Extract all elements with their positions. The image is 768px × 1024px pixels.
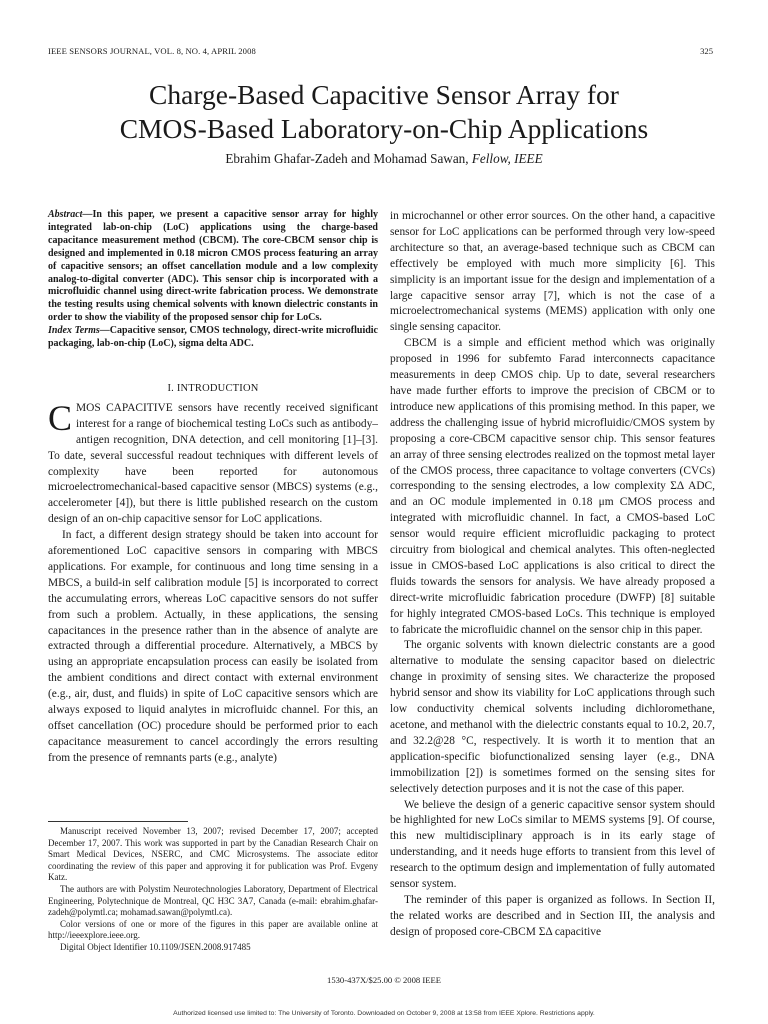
author-names: Ebrahim Ghafar-Zadeh and Mohamad Sawan, <box>225 151 472 166</box>
intro-paragraph-1: CMOS CAPACITIVE sensors have recently received significant interest for a range of biochemical testing LoCs such as antibody–antigen recognition, DNA detection, and cell monitoring [1]–[3]. To date, several successful readout techniques with different levels of complexity have been reported for autonomous microelectromechanical-based capacitive sensor (MBCS) systems (e.g., accelerometer [4]), but there is little published research on the custom design of an on-chip capacitive sensor for LoC applications. <box>48 397 378 526</box>
copyright-line: 1530-437X/$25.00 © 2008 IEEE <box>327 975 441 985</box>
page-number: 325 <box>700 46 713 56</box>
index-terms-text: Capacitive sensor, CMOS technology, direct-write microfluidic packaging, lab-on-chip (LoC), sigma delta ADC. <box>48 325 378 350</box>
abstract <box>48 209 378 325</box>
authors <box>40 151 728 167</box>
section-heading-introduction: I. INTRODUCTION <box>167 382 259 394</box>
author-fellow: Fellow, IEEE <box>471 151 543 166</box>
title-line-1: Charge-Based Capacitive Sensor Array for <box>149 79 619 110</box>
abstract-text: In this paper, we present a capacitive sensor array for highly integrated lab-on-chip (LoC) applications using the charge-based capacitance measurement method (CBCM). The core-CBCM sensor chip is designed and implemented in 0.18 micron CMOS process featuring an array of capacitive sensors; an offset cancellation module and a low complexity analog-to-digital converter (ADC). This sensor chip is incorporated with a microfluidic channel using direct-write fabrication process. We demonstrate the testing results using chemical solvents with known dielectric constants in order to show the viability of the proposed sensor chip for LoCs. <box>48 209 378 324</box>
right-paragraph-2: CBCM is a simple and efficient method which was originally proposed in 1996 for subfemto Farad interconnects capacitance measurements in deep CMOS chip. Up to date, several researchers have made further efforts to improve the precision of CBCM or to introduce new applications of this promising method. In this paper, we address the challenging issue of hybrid microfluidic/CMOS system by proposing a core-CBCM capacitive sensor chip. This sensor features an array of three sensing electrodes realized on the topmost metal layer of the CMOS process, three capacitance to voltage converters (CVCs) corresponding to the sensing electrodes, a low complexity ΣΔ ADC, and an OC module implemented in 0.18 μm CMOS process and integrated with microfluidic channel. In fact, a CMOS-based LoC sensor would require efficient microfluidic packaging to protect circuitry from biological and chemical analytes. This often-neglected issue in CMOS-based LoC applications is also critical to direct the fluids towards the sensors for analysis. We have already proposed a direct-write microfluidic fabrication procedure (DWFP) [8] suitable for highly integrated CMOS-based LoCs. This technique is employed to fabricate the microfluidic channel on the sensor chip in this paper. <box>390 337 715 636</box>
right-paragraph-4: We believe the design of a generic capacitive sensor system should be highlighted for new LoCs similar to MEMS systems [9]. Of course, this new multidisciplinary approach is in its early stage of understanding, and it needs huge efforts to transient from this level of research to the optimum design and implementation of fully automated sensor system. <box>390 798 715 891</box>
index-terms <box>48 325 378 351</box>
authorized-use-line: Authorized licensed use limited to: The University of Toronto. Downloaded on October 9, 2008 at 13:58 from IEEE Xplore. Restrictions apply. <box>173 1010 595 1017</box>
journal-header: IEEE SENSORS JOURNAL, VOL. 8, NO. 4, APRIL 2008 <box>48 46 256 56</box>
footnote-manuscript: Manuscript received November 13, 2007; revised December 17, 2007; accepted December 17, 2007. This work was supported in part by the Canadian Research Chair on Smart Medical Devices, NSERC, and CMC Microsystems. The associate editor coordinating the review of this paper and approving it for publication was Prof. Evgeny Katz. <box>48 826 378 883</box>
paper-title <box>40 78 728 146</box>
abstract-label: Abstract— <box>48 209 93 220</box>
right-paragraph-5: The reminder of this paper is organized as follows. In Section II, the related works are described and in Section III, the analysis and design of proposed core-CBCM ΣΔ capacitive <box>390 893 715 938</box>
left-column <box>48 209 378 767</box>
footnotes <box>48 826 378 954</box>
right-paragraph-1: in microchannel or other error sources. On the other hand, a capacitive sensor for LoC applications can be performed through very low-speed architecture so that, an average-based technique such as CBCM can effectively be employed with much more simplicity [6]. This simplicity is an important issue for the design and implementation of a large capacitive sensor array [7], which is not the case of a microelectromechanical systems (MEMS) application with only one single sensing capacitor. <box>390 210 715 334</box>
intro-paragraph-2: In fact, a different design strategy should be taken into account for aforementioned LoC capacitive sensors in comparing with MBCS applications. For example, for continuous and long time sensing in a MBCS, a build-in self calibration module [5] is incorporated to correct the accumulating errors, whereas LoC capacitive sensors do not suffer from such a problem. Actually, in these applications, the sensing capacitances in the presence rather than in the absence of analyte are extracted through a differential procedure. Alternatively, a MBCS by using an appropriate encapsulation process can easily be isolated from the ambient conditions and direct contact with external environment (e.g., air, dust, and fluids) in spite of LoC capacitive sensors which are always exposed to liquid analytes in microfluidc channel. For this, an offset cancellation (OC) procedure should be performed prior to each capacitance measurement to cancel accordingly the errors resulting from the presence of remnants parts (e.g., analyte) <box>48 529 378 764</box>
right-column <box>390 209 715 941</box>
right-paragraph-3: The organic solvents with known dielectric constants are a good alternative to modulate the sensing capacitor based on dielectric change in proximity of sensing sites. We characterize the proposed hybrid sensor and show its viability for LoC applications through such low conductivity chemical solvents including dichloromethane, acetone, and methanol with the dielectric constants equal to 10.2, 20.7, and 32.2@28 °C, respectively. It is worth it to mention that an application-specific biofunctionalized sensing layer (e.g., DNA immobilization [2]) is sometimes formed on the sensing sites for selectively detection purposes and it is not the case of this paper. <box>390 639 715 795</box>
title-line-2: CMOS-Based Laboratory-on-Chip Applications <box>119 113 649 144</box>
footnote-rule <box>48 821 188 822</box>
footnote-affiliation: The authors are with Polystim Neurotechnologies Laboratory, Department of Electrical Engineering, Polytechnique de Montreal, QC H3C 3A7, Canada (e-mail: ebrahim.ghafar-zadeh@polymtl.ca; mohamad.sawan@polymtl.ca). <box>48 883 378 918</box>
footnote-doi: Digital Object Identifier 10.1109/JSEN.2008.917485 <box>60 941 251 952</box>
footnote-color: Color versions of one or more of the figures in this paper are available online at http://ieeexplore.ieee.org. <box>48 918 378 941</box>
drop-cap: C <box>48 397 73 438</box>
index-terms-label: Index Terms— <box>48 325 110 337</box>
